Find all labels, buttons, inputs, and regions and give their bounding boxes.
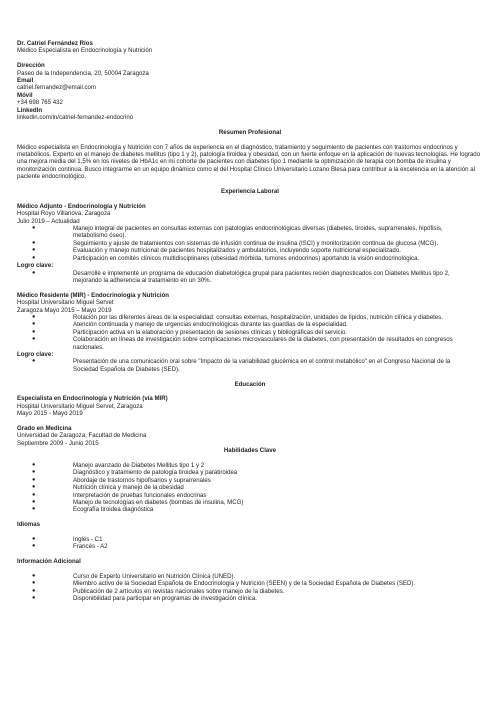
bullet-icon: ● (32, 595, 36, 602)
bullet-icon: ● (32, 491, 36, 498)
skill-item-text: Manejo de tecnologías en diabetes (bombas de insulina, MCG) (73, 499, 244, 507)
additional-item-text: Miembro activo de la Sociedad Española de Endocrinología y Nutrición (SEEN) y de la Sociedad Española de Diabetes (SED). (73, 580, 416, 588)
skill-item-text: Nutrición clínica y manejo de la obesidad (73, 484, 184, 492)
job-place: Hospital Universitario Miguel Servet (17, 299, 114, 307)
doctor-name: Dr. Catriel Fernández Ríos (17, 40, 93, 47)
bullet-icon: ● (32, 336, 36, 343)
job-bullet (17, 321, 483, 328)
language-item (17, 536, 483, 543)
phone-value: +34 698 765 432 (17, 99, 63, 107)
job-bullets (17, 314, 483, 351)
bullet-icon: ● (32, 328, 36, 335)
skill-item (17, 462, 483, 469)
bullet-icon: ● (32, 269, 36, 276)
linkedin-link[interactable]: linkedin.com/in/catriel-fernandez-endocrino (17, 114, 134, 122)
bullet-icon: ● (32, 506, 36, 513)
job-bullet (17, 329, 483, 336)
achievement-label: Logro clave: (17, 262, 54, 270)
skills-list (17, 462, 483, 514)
job-dates: Zaragoza Mayo 2015 – Mayo 2019 (17, 306, 112, 314)
achievement-bullet (17, 270, 483, 285)
education-list (17, 395, 483, 447)
address-value: Paseo de la Independencia, 20, 50004 Zaragoza (17, 69, 149, 77)
skill-item (17, 477, 483, 484)
email-label: Email (17, 77, 34, 85)
summary-text: Médico especialista en Endocrinología y Nutrición con 7 años de experiencia en el diagnóstico, tratamiento y seguimiento de pacientes con trastornos endocrinos y metabólicos. Experto en el manejo de diabetes mellitus (tipo 1 y 2), patología tiroidea y obesidad, con un fuerte enfoque en la aplicación de nuevas tecnologías. He logrado una mejora media del 1.5% en los niveles de HbA1c en mi cohorte de pacientes con diabetes tipo 1 mediante la optimización de terapia con bomba de insulina y monitorización continua. Busco integrarme en un equipo dinámico como el del Hospital Clínico Universitario Lozano Blesa para contribuir a la excelencia en la atención al paciente endocrinológico. (17, 143, 481, 181)
bullet-icon: ● (32, 254, 36, 261)
skill-item-text: Diagnóstico y tratamiento de patología tiroidea y paratiroidea (73, 469, 238, 477)
education-heading: Educación (234, 380, 266, 388)
job-role: Médico Adjunto - Endocrinología y Nutrición (17, 202, 146, 210)
education-entry (17, 425, 483, 447)
header (17, 40, 483, 55)
skills-heading: Habilidades Clave (223, 447, 277, 455)
achievement-bullets (17, 358, 483, 373)
skill-item (17, 499, 483, 506)
skill-item-text: Manejo avanzado de Diabetes Mellitus tipo 1 y 2 (73, 462, 205, 469)
additional-item-text: Publicación de 2 artículos en revistas nacionales sobre manejo de la diabetes. (73, 587, 285, 595)
bullet-icon: ● (32, 484, 36, 491)
language-item (17, 543, 483, 550)
job-bullet-text: Atención continuada y manejo de urgencias endocrinológicas durante las guardias de la especialidad. (73, 321, 348, 329)
job-bullet-text: Colaboración en líneas de investigación sobre complicaciones microvasculares de la diabetes, con presentación de resultados en congresos nacionales. (73, 336, 453, 351)
job-bullet (17, 314, 483, 321)
job-entry (17, 203, 483, 292)
language-item-text: Francés - A2 (73, 543, 108, 551)
bullet-icon: ● (32, 536, 36, 543)
education-place: Universidad de Zaragoza, Facultad de Medicina (17, 432, 147, 440)
linkedin-label: LinkedIn (17, 106, 43, 114)
additional-item (17, 573, 483, 580)
additional-list (17, 573, 483, 603)
languages-heading: Idiomas (17, 521, 41, 529)
bullet-icon: ● (32, 476, 36, 483)
additional-item (17, 580, 483, 587)
phone-label: Móvil (17, 91, 33, 99)
job-bullet-text: Rotación por las diferentes áreas de la especialidad: consultas externas, hospitalización, unidades de lípidos, nutrición clínica y diabetes. (73, 313, 443, 321)
education-degree: Grado en Medicina (17, 424, 72, 432)
skill-item-text: Ecografía tiroidea diagnóstica (73, 506, 154, 514)
doctor-title: Médico Especialista en Endocrinología y Nutrición (17, 47, 153, 55)
additional-item (17, 588, 483, 595)
job-entry (17, 292, 483, 381)
job-bullet (17, 240, 483, 247)
achievement-bullet (17, 358, 483, 373)
additional-heading: Información Adicional (17, 558, 81, 566)
bullet-icon: ● (32, 587, 36, 594)
education-degree: Especialista en Endocrinología y Nutrición (vía MIR) (17, 395, 168, 403)
skill-item (17, 484, 483, 491)
languages-list (17, 536, 483, 551)
job-role: Médico Residente (MIR) - Endocrinología y Nutrición (17, 291, 170, 299)
bullet-icon: ● (32, 543, 36, 550)
additional-item (17, 595, 483, 602)
job-bullet-text: Participación activa en la elaboración y presentación de sesiones clínicas y bibliográficas del servicio. (73, 328, 348, 336)
bullet-icon: ● (32, 239, 36, 246)
job-bullets (17, 225, 483, 262)
bullet-icon: ● (32, 580, 36, 587)
job-bullet-text: Seguimiento y ajuste de tratamientos con sistemas de infusión continua de insulina (ISCI) y monitorización continua de glucosa (MCG). (73, 239, 439, 247)
education-dates: Mayo 2015 - Mayo 2019 (17, 410, 83, 418)
skill-item-text: Abordaje de trastornos hipofisarios y suprarrenales (73, 476, 211, 484)
bullet-icon: ● (32, 499, 36, 506)
summary-heading: Resumen Profesional (218, 128, 282, 136)
education-place: Hospital Universitario Miguel Servet, Zaragoza (17, 402, 143, 410)
job-bullet (17, 247, 483, 254)
education-entry (17, 395, 483, 425)
achievement-bullet-text: Presentación de una comunicación oral sobre "Impacto de la variabilidad glucémica en el control metabólico" en el Congreso Nacional de la Sociedad Española de Diabetes (SED). (73, 358, 451, 373)
skill-item (17, 469, 483, 476)
achievement-bullets (17, 270, 483, 285)
skill-item-text: Interpretación de pruebas funcionales endocrinas (73, 491, 207, 499)
bullet-icon: ● (32, 462, 36, 468)
additional-item-text: Disponibilidad para participar en programas de investigación clínica. (73, 595, 257, 603)
job-bullet-text: Participación en comités clínicos multidisciplinares (obesidad mórbida, tumores endocrinos) aportando la visión endocrinológica. (73, 254, 420, 262)
education-dates: Septiembre 2009 - Junio 2015 (17, 439, 99, 447)
achievement-label: Logro clave: (17, 350, 54, 358)
bullet-icon: ● (32, 321, 36, 328)
bullet-icon: ● (32, 573, 36, 580)
job-bullet (17, 255, 483, 262)
skill-item (17, 506, 483, 513)
skill-item (17, 492, 483, 499)
job-bullet-text: Manejo integral de pacientes en consultas externas con patologías endocrinológicas diversas (diabetes, tiroides, suprarrenales, hipófisis, metabolismo óseo). (73, 225, 443, 240)
job-bullet (17, 225, 483, 240)
job-dates: Julio 2019 – Actualidad (17, 217, 80, 225)
experience-heading: Experiencia Laboral (221, 188, 279, 196)
achievement-bullet-text: Desarrollé e implementé un programa de educación diabetológica grupal para pacientes recién diagnosticados con Diabetes Mellitus tipo 2, mejorando la adherencia al tratamiento en un 30%. (73, 269, 450, 284)
job-bullet (17, 336, 483, 351)
experience-list (17, 203, 483, 381)
address-label: Dirección (17, 62, 45, 70)
bullet-icon: ● (32, 225, 36, 232)
bullet-icon: ● (32, 247, 36, 254)
language-item-text: Inglés - C1 (73, 536, 103, 544)
additional-item-text: Curso de Experto Universitario en Nutrición Clínica (UNED). (73, 573, 236, 581)
bullet-icon: ● (32, 313, 36, 320)
job-place: Hospital Royo Villanova, Zaragoza (17, 210, 111, 218)
bullet-icon: ● (32, 469, 36, 476)
job-bullet-text: Evaluación y manejo nutricional de pacientes hospitalizados y ambulatorios, incluyendo soporte nutricional especializado. (73, 247, 401, 255)
contact-block (17, 62, 483, 121)
email-link[interactable]: catriel.fernandez@email.com (17, 84, 97, 92)
bullet-icon: ● (32, 358, 36, 365)
